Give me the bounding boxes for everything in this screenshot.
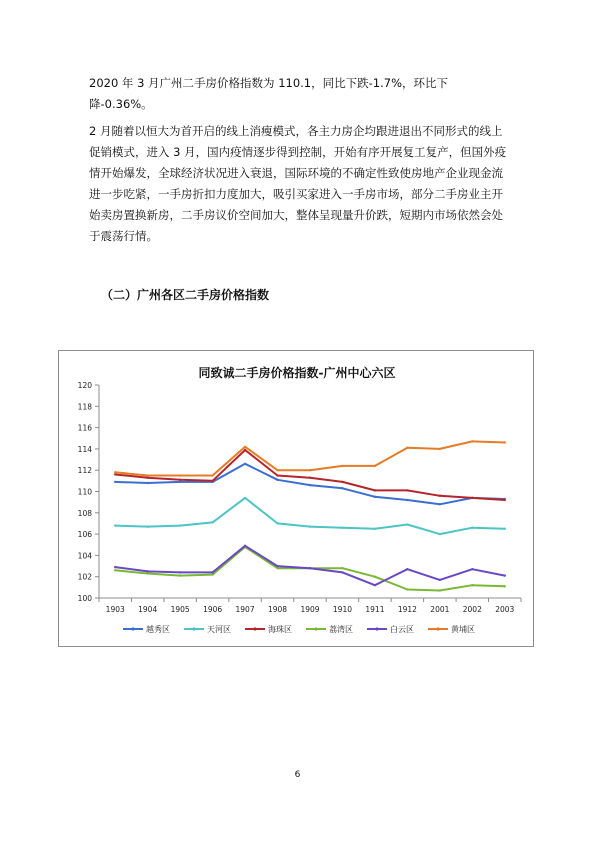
x-tick-label: 1905: [170, 605, 190, 614]
data-point: [211, 521, 213, 523]
legend-marker: [253, 627, 256, 630]
data-point: [146, 570, 148, 572]
data-point: [179, 481, 181, 483]
data-point: [406, 588, 408, 590]
legend-marker: [436, 627, 439, 630]
data-point: [114, 524, 116, 526]
x-tick-label: 1912: [397, 605, 417, 614]
data-point: [471, 497, 473, 499]
x-tick-label: 1911: [365, 605, 385, 614]
data-point: [439, 533, 441, 535]
data-point: [211, 571, 213, 573]
x-tick-label: 2002: [462, 605, 482, 614]
data-point: [341, 465, 343, 467]
x-tick-label: 1909: [300, 605, 320, 614]
y-tick-label: 104: [77, 551, 92, 561]
data-point: [179, 524, 181, 526]
x-tick-label: 1904: [138, 605, 158, 614]
data-point: [439, 503, 441, 505]
data-point: [276, 565, 278, 567]
data-point: [309, 484, 311, 486]
data-point: [244, 545, 246, 547]
data-point: [114, 569, 116, 571]
legend-label: 白云区: [390, 625, 414, 634]
data-point: [471, 527, 473, 529]
legend-label: 天河区: [207, 625, 231, 634]
legend-marker: [131, 627, 134, 630]
data-point: [439, 448, 441, 450]
data-point: [114, 471, 116, 473]
data-point: [471, 440, 473, 442]
data-point: [439, 589, 441, 591]
data-point: [276, 469, 278, 471]
data-point: [374, 465, 376, 467]
data-point: [114, 566, 116, 568]
data-point: [406, 447, 408, 449]
data-point: [179, 474, 181, 476]
data-point: [309, 469, 311, 471]
data-point: [439, 579, 441, 581]
data-point: [276, 474, 278, 476]
data-point: [276, 479, 278, 481]
x-tick-label: 1907: [235, 605, 255, 614]
data-point: [309, 567, 311, 569]
data-point: [244, 463, 246, 465]
data-point: [471, 568, 473, 570]
y-tick-label: 100: [77, 594, 92, 603]
legend-label: 越秀区: [146, 625, 170, 634]
y-tick-label: 120: [77, 381, 92, 390]
line-chart: [59, 351, 535, 648]
data-point: [114, 481, 116, 483]
y-tick-label: 106: [77, 530, 92, 540]
legend-label: 黄埔区: [451, 625, 475, 634]
data-point: [146, 572, 148, 574]
data-point: [504, 499, 506, 501]
data-point: [114, 473, 116, 475]
y-tick-label: 116: [77, 423, 92, 433]
data-point: [341, 481, 343, 483]
data-point: [244, 446, 246, 448]
data-point: [309, 525, 311, 527]
data-point: [146, 482, 148, 484]
data-point: [374, 496, 376, 498]
data-point: [374, 528, 376, 530]
legend-marker: [192, 627, 195, 630]
data-point: [406, 568, 408, 570]
y-tick-label: 118: [77, 402, 92, 412]
data-point: [276, 522, 278, 524]
data-point: [244, 449, 246, 451]
legend-label: 海珠区: [268, 625, 292, 634]
page-number: 6: [294, 770, 301, 780]
x-tick-label: 2003: [495, 605, 515, 614]
x-tick-label: 1910: [332, 605, 353, 614]
data-point: [146, 474, 148, 476]
data-point: [276, 567, 278, 569]
data-point: [146, 476, 148, 478]
data-point: [374, 584, 376, 586]
data-point: [341, 487, 343, 489]
data-point: [406, 499, 408, 501]
data-point: [179, 479, 181, 481]
data-point: [374, 489, 376, 491]
y-tick-label: 110: [77, 487, 92, 497]
legend-marker: [375, 627, 378, 630]
data-point: [406, 523, 408, 525]
data-point: [341, 571, 343, 573]
x-tick-label: 2001: [430, 605, 450, 614]
paragraph-analysis: 2 月随着以恒大为首开启的线上消瘦模式，各主力房企均跟进退出不同形式的线上促销模式，进入 3 月，国内疫情逐步得到控制，开始有序开展复工复产，但国外疫情开始爆发，全球经济状况进入衰退，国际环境的不确定性致使房地产企业现金流进一步吃紧，一手房折扣力度加大，吸引买家进入一手房市场，部分二手房业主开始卖房置换新房，二手房议价空间加大，整体呈现量升价跌，短期内市场依然会处于震荡行情。: [89, 124, 507, 243]
y-tick-label: 114: [77, 444, 92, 454]
data-point: [211, 474, 213, 476]
x-tick-label: 1903: [105, 605, 125, 614]
data-point: [439, 495, 441, 497]
data-point: [179, 574, 181, 576]
data-point: [374, 576, 376, 578]
data-point: [504, 528, 506, 530]
y-tick-label: 102: [77, 572, 92, 582]
x-tick-label: 1906: [203, 605, 223, 614]
paragraph-summary: 2020 年 3 月广州二手房价格指数为 110.1，同比下跌-1.7%，环比下降-0.36%。: [89, 76, 448, 111]
data-point: [341, 567, 343, 569]
data-point: [504, 441, 506, 443]
data-point: [504, 585, 506, 587]
section-heading: （二）广州各区二手房价格指数: [101, 288, 270, 302]
y-tick-label: 108: [77, 508, 92, 518]
y-tick-label: 112: [77, 466, 92, 476]
series-line-5: [115, 546, 505, 585]
chart-title: 同致诚二手房价格指数-广州中心六区: [198, 366, 396, 380]
legend-marker: [314, 627, 317, 630]
data-point: [504, 574, 506, 576]
x-tick-label: 1908: [267, 605, 288, 614]
data-point: [146, 525, 148, 527]
data-point: [211, 573, 213, 575]
data-point: [309, 476, 311, 478]
data-point: [211, 480, 213, 482]
data-point: [471, 584, 473, 586]
data-point: [406, 489, 408, 491]
data-point: [244, 497, 246, 499]
chart-frame: [58, 350, 534, 647]
data-point: [179, 571, 181, 573]
data-point: [341, 527, 343, 529]
legend-label: 荔湾区: [329, 625, 353, 634]
